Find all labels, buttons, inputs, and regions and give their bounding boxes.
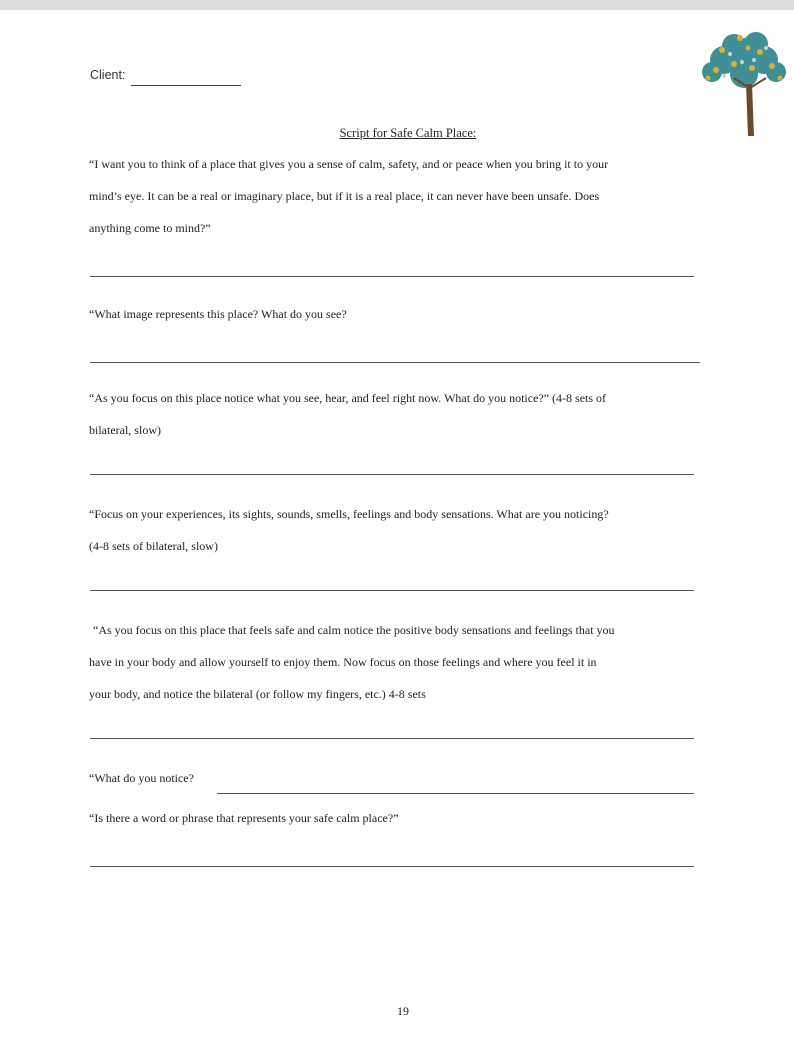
client-label: Client: — [90, 68, 126, 82]
answer-line-2 — [90, 362, 700, 363]
question-5-line-3: your body, and notice the bilateral (or follow my fingers, etc.) 4-8 sets — [89, 687, 426, 701]
question-4-line-2: (4-8 sets of bilateral, slow) — [89, 539, 218, 553]
question-7: “Is there a word or phrase that represents your safe calm place?” — [89, 811, 399, 825]
question-2: “What image represents this place? What do you see? — [89, 307, 347, 321]
question-1-line-3: anything come to mind?” — [89, 221, 211, 235]
viewer-top-bar — [0, 0, 794, 10]
page-title: Script for Safe Calm Place: — [339, 126, 477, 140]
answer-line-5 — [90, 738, 694, 739]
question-4-line-1: “Focus on your experiences, its sights, sounds, smells, feelings and body sensations. What are you noticing? — [89, 507, 609, 521]
page-number: 19 — [397, 1004, 409, 1018]
answer-line-7 — [90, 866, 694, 867]
client-name-blank — [131, 85, 241, 86]
question-3-line-2: bilateral, slow) — [89, 423, 161, 437]
question-1-line-2: mind’s eye. It can be a real or imaginary place, but if it is a real place, it can never have been unsafe. Does — [89, 189, 600, 203]
question-5-line-1: “As you focus on this place that feels safe and calm notice the positive body sensations and feelings that you — [93, 623, 615, 637]
answer-line-6 — [217, 793, 694, 794]
question-1-line-1: “I want you to think of a place that gives you a sense of calm, safety, and or peace when you bring it to your — [89, 157, 609, 171]
question-6: “What do you notice? — [89, 771, 194, 785]
tree-logo-icon — [694, 24, 794, 142]
question-5-line-2: have in your body and allow yourself to enjoy them. Now focus on those feelings and where you feel it in — [89, 655, 597, 669]
answer-line-4 — [90, 590, 694, 591]
question-3-line-1: “As you focus on this place notice what you see, hear, and feel right now. What do you notice?” (4-8 sets of — [89, 391, 607, 405]
document-page — [0, 10, 794, 1059]
answer-line-1 — [90, 276, 694, 277]
answer-line-3 — [90, 474, 694, 475]
